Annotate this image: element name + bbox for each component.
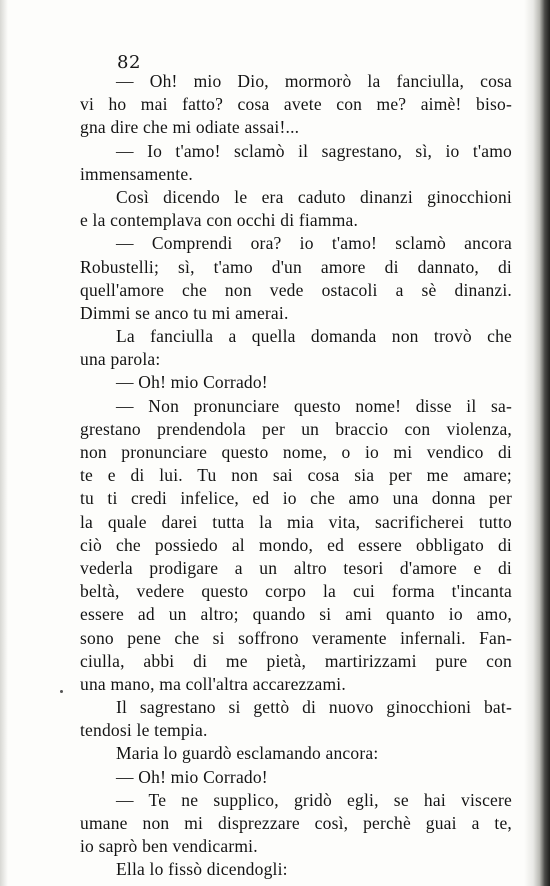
text-line: la quale darei tutta la mia vita, sacrificherei tutto <box>80 511 512 532</box>
text-line: — Non pronunciare questo nome! disse il sa- <box>116 395 512 416</box>
text-line: te e di lui. Tu non sai cosa sia per me amare; <box>80 465 512 486</box>
binding-gutter <box>524 0 550 886</box>
text-line: Maria lo guardò esclamando ancora: <box>116 743 379 764</box>
page-number: 82 <box>117 52 141 73</box>
text-line: io saprò ben vendicarmi. <box>80 836 258 857</box>
text-line: sono pene che si soffrono veramente infernali. Fan- <box>80 627 512 648</box>
body-text <box>80 70 512 882</box>
text-line: — Oh! mio Corrado! <box>116 766 268 787</box>
text-line: non pronunciare questo nome, o io mi vendico di <box>80 442 512 462</box>
text-line: tu ti credi infelice, ed io che amo una donna per <box>80 488 512 509</box>
text-line: — Io t'amo! sclamò il sagrestano, sì, io t'amo <box>116 140 512 161</box>
text-line: Dimmi se anco tu mi amerai. <box>80 302 289 323</box>
text-line: e la contemplava con occhi di fiamma. <box>80 210 359 231</box>
print-speck <box>60 690 63 693</box>
page-edge-shadow <box>0 0 8 886</box>
text-line: ciò che possiedo al mondo, ed essere obbligato di <box>80 534 512 555</box>
text-line: umane non mi disprezzare così, perchè guai a te, <box>80 813 512 833</box>
text-line: quell'amore che non vede ostacoli a sè dinanzi. <box>80 279 512 300</box>
text-line: ciulla, abbi di me pietà, martirizzami pure con <box>80 650 512 671</box>
text-line: grestano prendendola per un braccio con violenza, <box>80 418 512 439</box>
text-line: vi ho mai fatto? cosa avete con me? aimè! biso- <box>80 94 512 115</box>
text-line: una parola: <box>80 349 161 370</box>
text-line: gna dire che mi odiate assai!... <box>80 117 300 138</box>
text-line: vederla prodigare a un altro tesori d'amore e di <box>80 557 512 578</box>
text-line: — Comprendi ora? io t'amo! sclamò ancora <box>116 233 512 254</box>
text-line: immensamente. <box>80 163 193 184</box>
text-line: Robustelli; sì, t'amo d'un amore di dannato, di <box>80 256 512 277</box>
text-line: — Oh! mio Dio, mormorò la fanciulla, cosa <box>116 71 512 91</box>
text-line: Il sagrestano si gettò di nuovo ginocchioni bat- <box>116 697 512 718</box>
text-line: Così dicendo le era caduto dinanzi ginocchioni <box>116 186 512 207</box>
text-line: — Oh! mio Corrado! <box>116 372 268 393</box>
text-line: La fanciulla a quella domanda non trovò che <box>116 326 512 347</box>
text-line: beltà, vedere questo corpo la cui forma t'incanta <box>80 581 512 602</box>
text-line: una mano, ma coll'altra accarezzami. <box>80 673 346 694</box>
text-line: tendosi le tempia. <box>80 720 208 741</box>
text-line: Ella lo fissò dicendogli: <box>116 859 288 880</box>
text-line: essere ad un altro; quando si ami quanto io amo, <box>80 604 512 625</box>
text-line: — Te ne supplico, gridò egli, se hai viscere <box>116 789 512 810</box>
